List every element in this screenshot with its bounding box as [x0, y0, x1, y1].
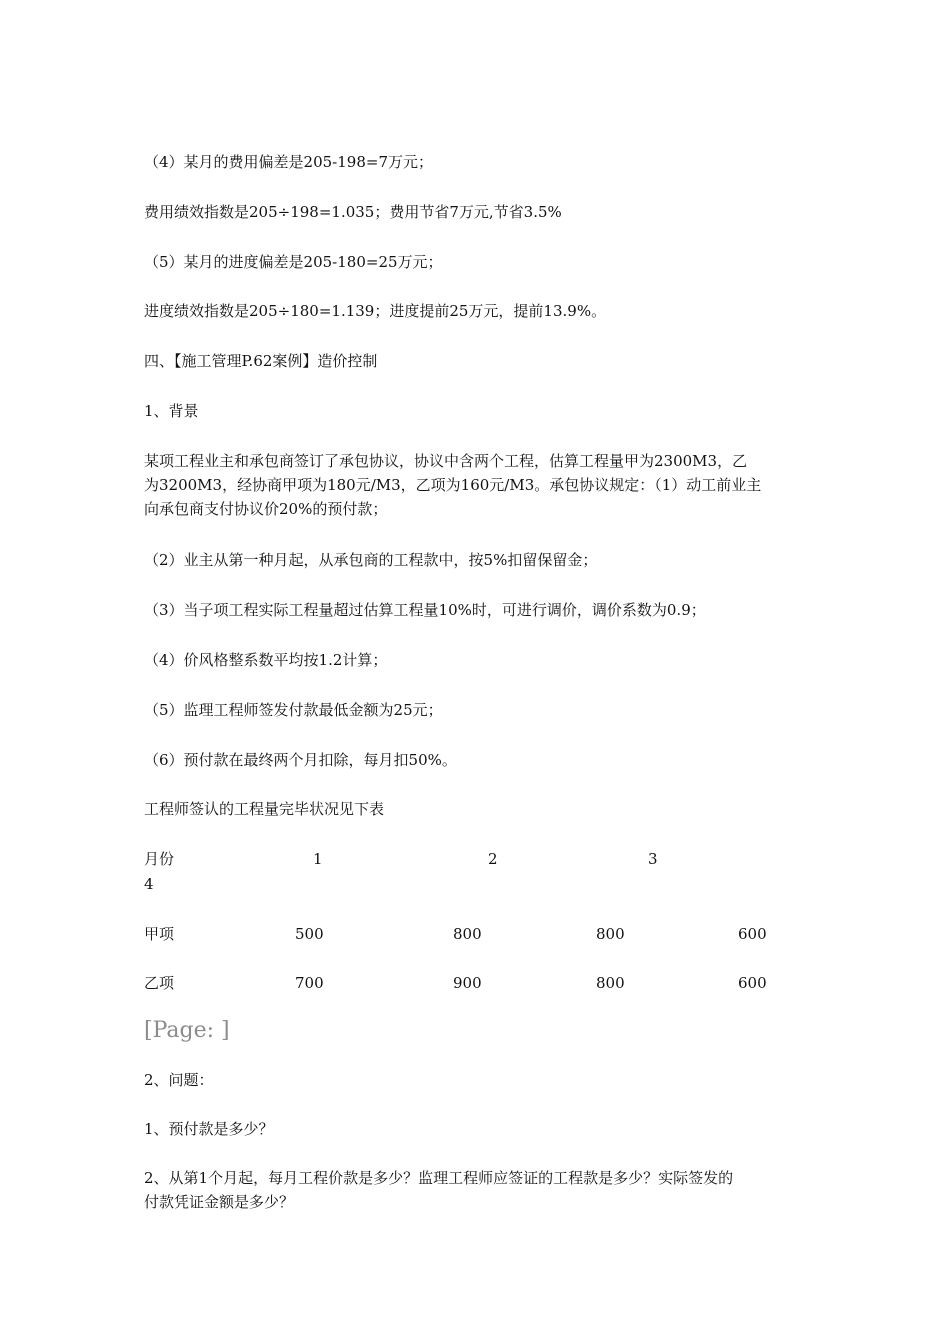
table-row-b-month-4: 600 [738, 974, 767, 992]
clause-5: （5）监理工程师签发付款最低金额为25元； [144, 701, 443, 719]
table-row-a-month-2: 800 [453, 925, 482, 943]
table-row-a-month-1: 500 [295, 925, 324, 943]
paragraph-schedule-performance-index: 进度绩效指数是205÷180=1.139；进度提前25万元，提前13.9%。 [144, 302, 607, 320]
table-row-b-month-1: 700 [295, 974, 324, 992]
table-header-month: 月份 [144, 850, 175, 868]
paragraph-contract-line-3: 向承包商支付协议价20%的预付款； [144, 500, 388, 518]
table-header-col-2: 2 [488, 850, 498, 868]
clause-4: （4）价风格整系数平均按1.2计算； [144, 651, 388, 669]
table-row-a-label: 甲项 [144, 925, 175, 943]
paragraph-cost-variance: （4）某月的费用偏差是205-198=7万元； [144, 153, 433, 171]
table-header-col-4: 4 [144, 875, 154, 893]
paragraph-contract-line-2: 为3200M3，经协商甲项为180元/M3，乙项为160元/M3。承包协议规定：（1）动工前业主 [144, 476, 762, 494]
table-header-col-1: 1 [313, 850, 323, 868]
clause-6: （6）预付款在最终两个月扣除，每月扣50%。 [144, 751, 457, 769]
clause-3: （3）当子项工程实际工程量超过估算工程量10%时，可进行调价，调价系数为0.9； [144, 601, 706, 619]
paragraph-schedule-variance: （5）某月的进度偏差是205-180=25万元； [144, 253, 443, 271]
question-2-line-1: 2、从第1个月起，每月工程价款是多少？监理工程师应签证的工程款是多少？实际签发的 [144, 1169, 734, 1187]
table-row-b-label: 乙项 [144, 974, 175, 992]
paragraph-contract-line-1: 某项工程业主和承包商签订了承包协议，协议中含两个工程，估算工程量甲为2300M3，乙 [144, 452, 748, 470]
question-1: 1、预付款是多少？ [144, 1120, 274, 1138]
clause-2: （2）业主从第一种月起，从承包商的工程款中，按5%扣留保留金； [144, 551, 598, 569]
subheading-background: 1、背景 [144, 402, 199, 420]
paragraph-cost-performance-index: 费用绩效指数是205÷198=1.035；费用节省7万元,节省3.5% [144, 203, 562, 221]
table-row-a-month-3: 800 [596, 925, 625, 943]
section-heading-case: 四、【施工管理P.62案例】造价控制 [144, 352, 378, 370]
page-marker: [Page: ] [144, 1018, 230, 1043]
table-caption: 工程师签认的工程量完毕状况见下表 [144, 800, 385, 818]
table-row-b-month-2: 900 [453, 974, 482, 992]
question-2-line-2: 付款凭证金额是多少？ [144, 1193, 295, 1211]
table-row-a-month-4: 600 [738, 925, 767, 943]
subheading-questions: 2、问题： [144, 1071, 214, 1089]
table-row-b-month-3: 800 [596, 974, 625, 992]
table-header-col-3: 3 [648, 850, 658, 868]
